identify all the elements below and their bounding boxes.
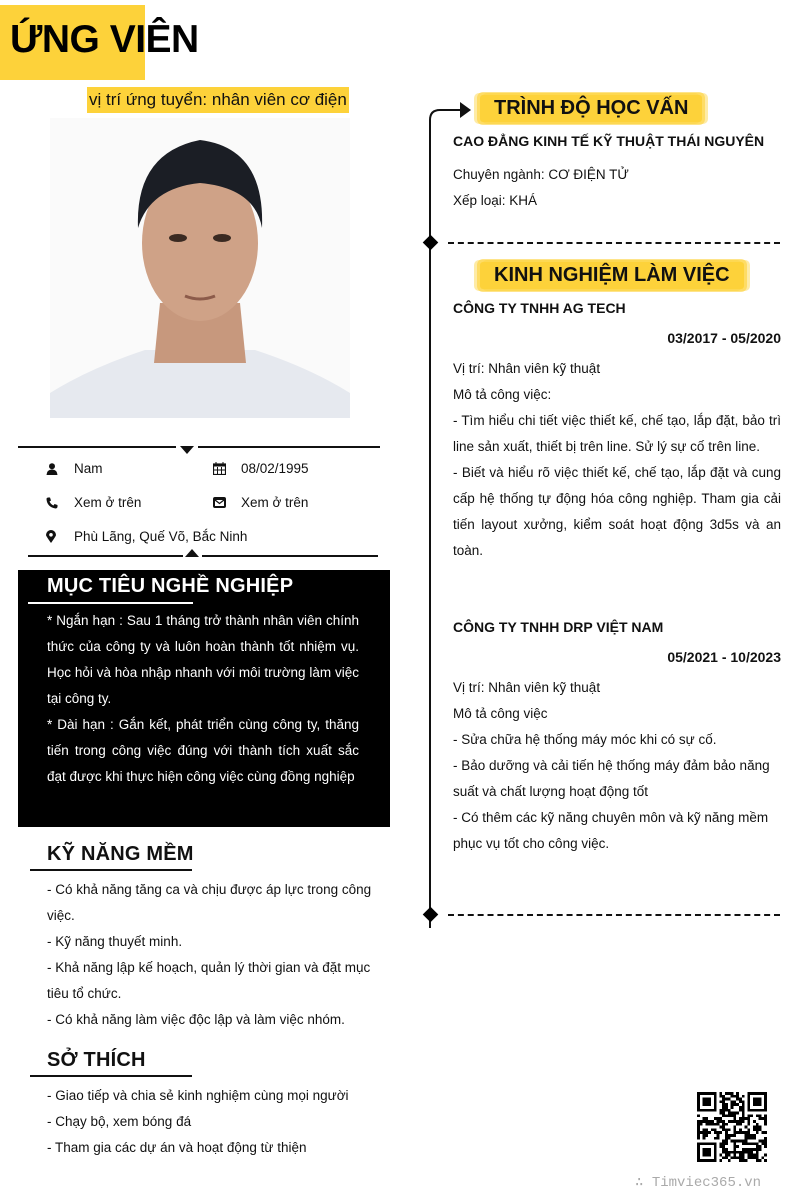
list-item: - Giao tiếp và chia sẻ kinh nghiệm cùng mọi người — [47, 1088, 349, 1103]
career-objective-section — [18, 570, 390, 827]
address-value: Phù Lãng, Quế Võ, Bắc Ninh — [74, 529, 248, 544]
map-pin-icon — [46, 530, 74, 543]
list-item: - Bảo dưỡng và cải tiến hệ thống máy đảm bảo năng suất và chất lượng hoạt động tốt — [453, 758, 770, 799]
heading-underline — [30, 1075, 192, 1077]
dashed-divider — [448, 242, 780, 244]
major: Chuyên ngành: CƠ ĐIỆN TỬ — [453, 167, 629, 182]
job-description — [453, 675, 781, 857]
job-role: Vị trí: Nhân viên kỹ thuật — [453, 680, 601, 695]
gender-value: Nam — [74, 461, 103, 476]
job-description — [453, 356, 781, 564]
section-heading: TRÌNH ĐỘ HỌC VẤN — [480, 95, 702, 122]
list-item: - Chạy bộ, xem bóng đá — [47, 1114, 192, 1129]
birthdate-value: 08/02/1995 — [241, 461, 309, 476]
hobbies-list — [47, 1083, 387, 1161]
divider — [198, 446, 380, 448]
section-heading: MỤC TIÊU NGHỀ NGHIỆP — [47, 575, 294, 597]
job-desc-label: Mô tả công việc: — [453, 387, 552, 402]
job-desc-label: Mô tả công việc — [453, 706, 548, 721]
list-item: - Tham gia các dự án và hoạt động từ thiện — [47, 1140, 307, 1155]
list-item: - Tìm hiểu chi tiết việc thiết kế, chế tạo, lắp đặt, bảo trì line sản xuất, thiết bị trên line. Sử lý sự cố trên line. — [453, 413, 781, 454]
triangle-up-icon — [185, 549, 199, 557]
heading-underline — [28, 602, 193, 604]
calendar-icon — [213, 462, 241, 475]
email-value: Xem ở trên — [241, 495, 309, 510]
info-address — [46, 529, 247, 544]
envelope-icon — [213, 497, 241, 508]
phone-value: Xem ở trên — [74, 495, 142, 510]
info-phone — [46, 495, 141, 510]
soft-skills-list — [47, 877, 387, 1033]
school-name: CAO ĐẲNG KINH TẾ KỸ THUẬT THÁI NGUYÊN — [453, 133, 765, 149]
company-name: CÔNG TY TNHH AG TECH — [453, 300, 626, 316]
grade: Xếp loại: KHÁ — [453, 193, 538, 208]
list-item: - Có khả năng tăng ca và chịu được áp lực trong công việc. — [47, 882, 372, 923]
list-item: - Kỹ năng thuyết minh. — [47, 934, 183, 949]
list-item: - Có thêm các kỹ năng chuyên môn và kỹ năng mềm phục vụ tốt cho công việc. — [453, 810, 769, 851]
job-period: 05/2021 - 10/2023 — [667, 649, 781, 665]
job-entry — [453, 619, 781, 857]
info-email — [213, 495, 308, 510]
company-name: CÔNG TY TNHH DRP VIỆT NAM — [453, 619, 664, 635]
info-birthdate — [213, 461, 309, 476]
job-role: Vị trí: Nhân viên kỹ thuật — [453, 361, 601, 376]
job-period: 03/2017 - 05/2020 — [667, 330, 781, 346]
objective-short-term: * Ngắn hạn : Sau 1 tháng trở thành nhân viên chính thức của công ty và luôn hoàn thành tốt nhiệm vụ. Học hỏi và hòa nhập nhanh với môi trường làm việc tại công ty. — [47, 613, 359, 706]
objective-long-term: * Dài hạn : Gắn kết, phát triển cùng công ty, thăng tiến trong công việc đúng với thành tích xuất sắc đạt được khi thực hiện công việc cùng đồng nghiệp — [47, 717, 359, 784]
divider — [28, 555, 183, 557]
list-item: - Khả năng lập kế hoạch, quản lý thời gian và đặt mục tiêu tổ chức. — [47, 960, 371, 1001]
section-heading: SỞ THÍCH — [47, 1049, 146, 1071]
triangle-down-icon — [180, 446, 194, 454]
list-item: - Biết và hiểu rõ việc thiết kế, chế tạo, lắp đặt và cung cấp hệ thống tự động hóa công nghiệp. Tham gia cải tiến layout xưởng, kiểm soát hoạt động 3d5s và an toàn. — [453, 465, 781, 558]
footer-brand: ∴ Timviec365.vn — [635, 1175, 762, 1191]
divider — [18, 446, 176, 448]
objective-text — [47, 608, 359, 790]
list-item: - Có khả năng làm việc độc lập và làm việc nhóm. — [47, 1012, 345, 1027]
heading-underline — [30, 869, 192, 871]
job-entry — [453, 300, 781, 564]
phone-icon — [46, 497, 74, 509]
user-icon — [46, 463, 74, 475]
list-item: - Sửa chữa hệ thống máy móc khi có sự cố. — [453, 732, 717, 747]
page-title: ỨNG VIÊN — [10, 18, 199, 61]
qr-code — [697, 1092, 767, 1162]
applied-position: vị trí ứng tuyển: nhân viên cơ điện — [87, 87, 349, 113]
info-gender — [46, 461, 103, 476]
section-heading: KỸ NĂNG MỀM — [47, 843, 194, 865]
candidate-photo — [50, 118, 350, 418]
dashed-divider — [448, 914, 780, 916]
section-heading: KINH NGHIỆM LÀM VIỆC — [480, 262, 744, 289]
divider — [202, 555, 378, 557]
